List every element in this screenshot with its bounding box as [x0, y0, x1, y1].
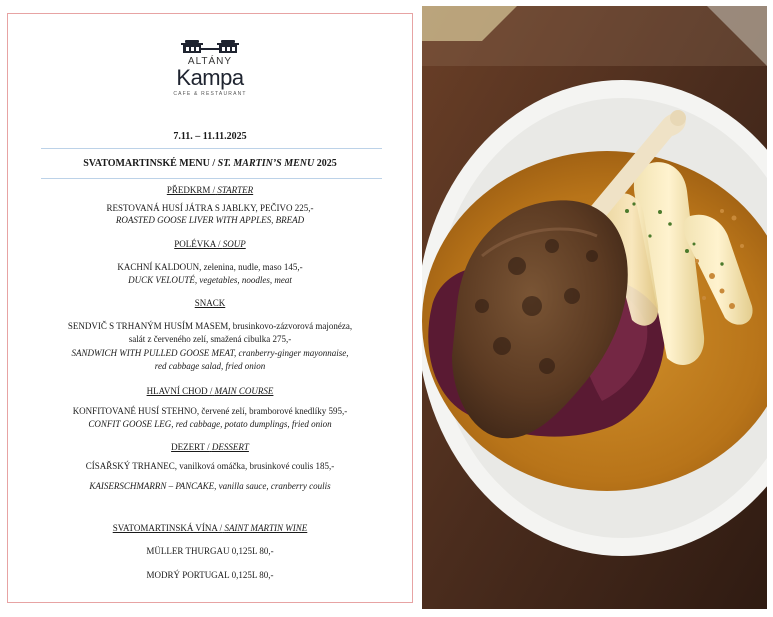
menu-title-en: ST. MARTIN’S MENU	[217, 158, 315, 169]
menu-item-en: red cabbage salad, fried onion	[154, 361, 266, 371]
section-heading-dessert: DEZERT / DESSERT	[171, 442, 249, 452]
section-heading-main-course: HLAVNÍ CHOD / MAIN COURSE	[146, 386, 274, 396]
divider	[41, 148, 382, 149]
logo-top-line: ALTÁNY	[187, 56, 233, 67]
dish-photo	[422, 6, 767, 609]
section-heading-snack: SNACK	[194, 298, 226, 308]
menu-item-en: SANDWICH WITH PULLED GOOSE MEAT, cranberry-ginger mayonnaise,	[71, 348, 349, 358]
menu-title-year: 2025	[316, 158, 337, 169]
wine-item: MÜLLER THURGAU 0,125L 80,-	[146, 546, 274, 556]
section-heading-wine: SVATOMARTINSKÁ VÍNA / SAINT MARTIN WINE	[112, 523, 308, 533]
menu-item-cz: KONFITOVANÉ HUSÍ STEHNO, červené zelí, bramborové knedlíky 595,-	[72, 406, 348, 416]
menu-item-cz: SENDVIČ S TRHANÝM HUSÍM MASEM, brusinkovo-zázvorová majonéza,	[67, 321, 353, 331]
menu-item-cz: RESTOVANÁ HUSÍ JÁTRA S JABLKY, PEČIVO 225,-	[106, 203, 314, 213]
menu-item-cz: salát z červeného zelí, smažená cibulka 275,-	[128, 334, 292, 344]
divider	[41, 178, 382, 179]
menu-item-en: DUCK VELOUTÉ, vegetables, noodles, meat	[128, 275, 292, 285]
logo-subline: CAFE & RESTAURANT	[173, 91, 247, 97]
section-heading-starter: PŘEDKRM / STARTER	[166, 185, 254, 195]
section-heading-soup: POLÉVKA / SOUP	[174, 239, 246, 249]
menu-dates: 7.11. – 11.11.2025	[173, 131, 247, 142]
menu-item-en: CONFIT GOOSE LEG, red cabbage, potato dumplings, fried onion	[88, 419, 332, 429]
menu-title	[8, 158, 412, 169]
wine-item: MODRÝ PORTUGAL 0,125L 80,-	[146, 570, 274, 580]
menu-item-en: ROASTED GOOSE LIVER WITH APPLES, BREAD	[115, 215, 305, 225]
restaurant-logo	[8, 38, 412, 97]
menu-item-cz: KACHNÍ KALDOUN, zelenina, nudle, maso 145,-	[117, 262, 303, 272]
logo-brand: Kampa	[176, 65, 244, 90]
goose-leg-plate-illustration	[422, 6, 767, 609]
pavilion-logo-icon	[179, 38, 241, 54]
menu-item-cz: CÍSAŘSKÝ TRHANEC, vanilková omáčka, brusinkové coulis 185,-	[85, 461, 335, 471]
menu-item-en: KAISERSCHMARRN – PANCAKE, vanilla sauce, cranberry coulis	[89, 481, 331, 491]
menu-card	[7, 13, 413, 603]
menu-title-cz: SVATOMARTINSKÉ MENU /	[83, 158, 216, 169]
